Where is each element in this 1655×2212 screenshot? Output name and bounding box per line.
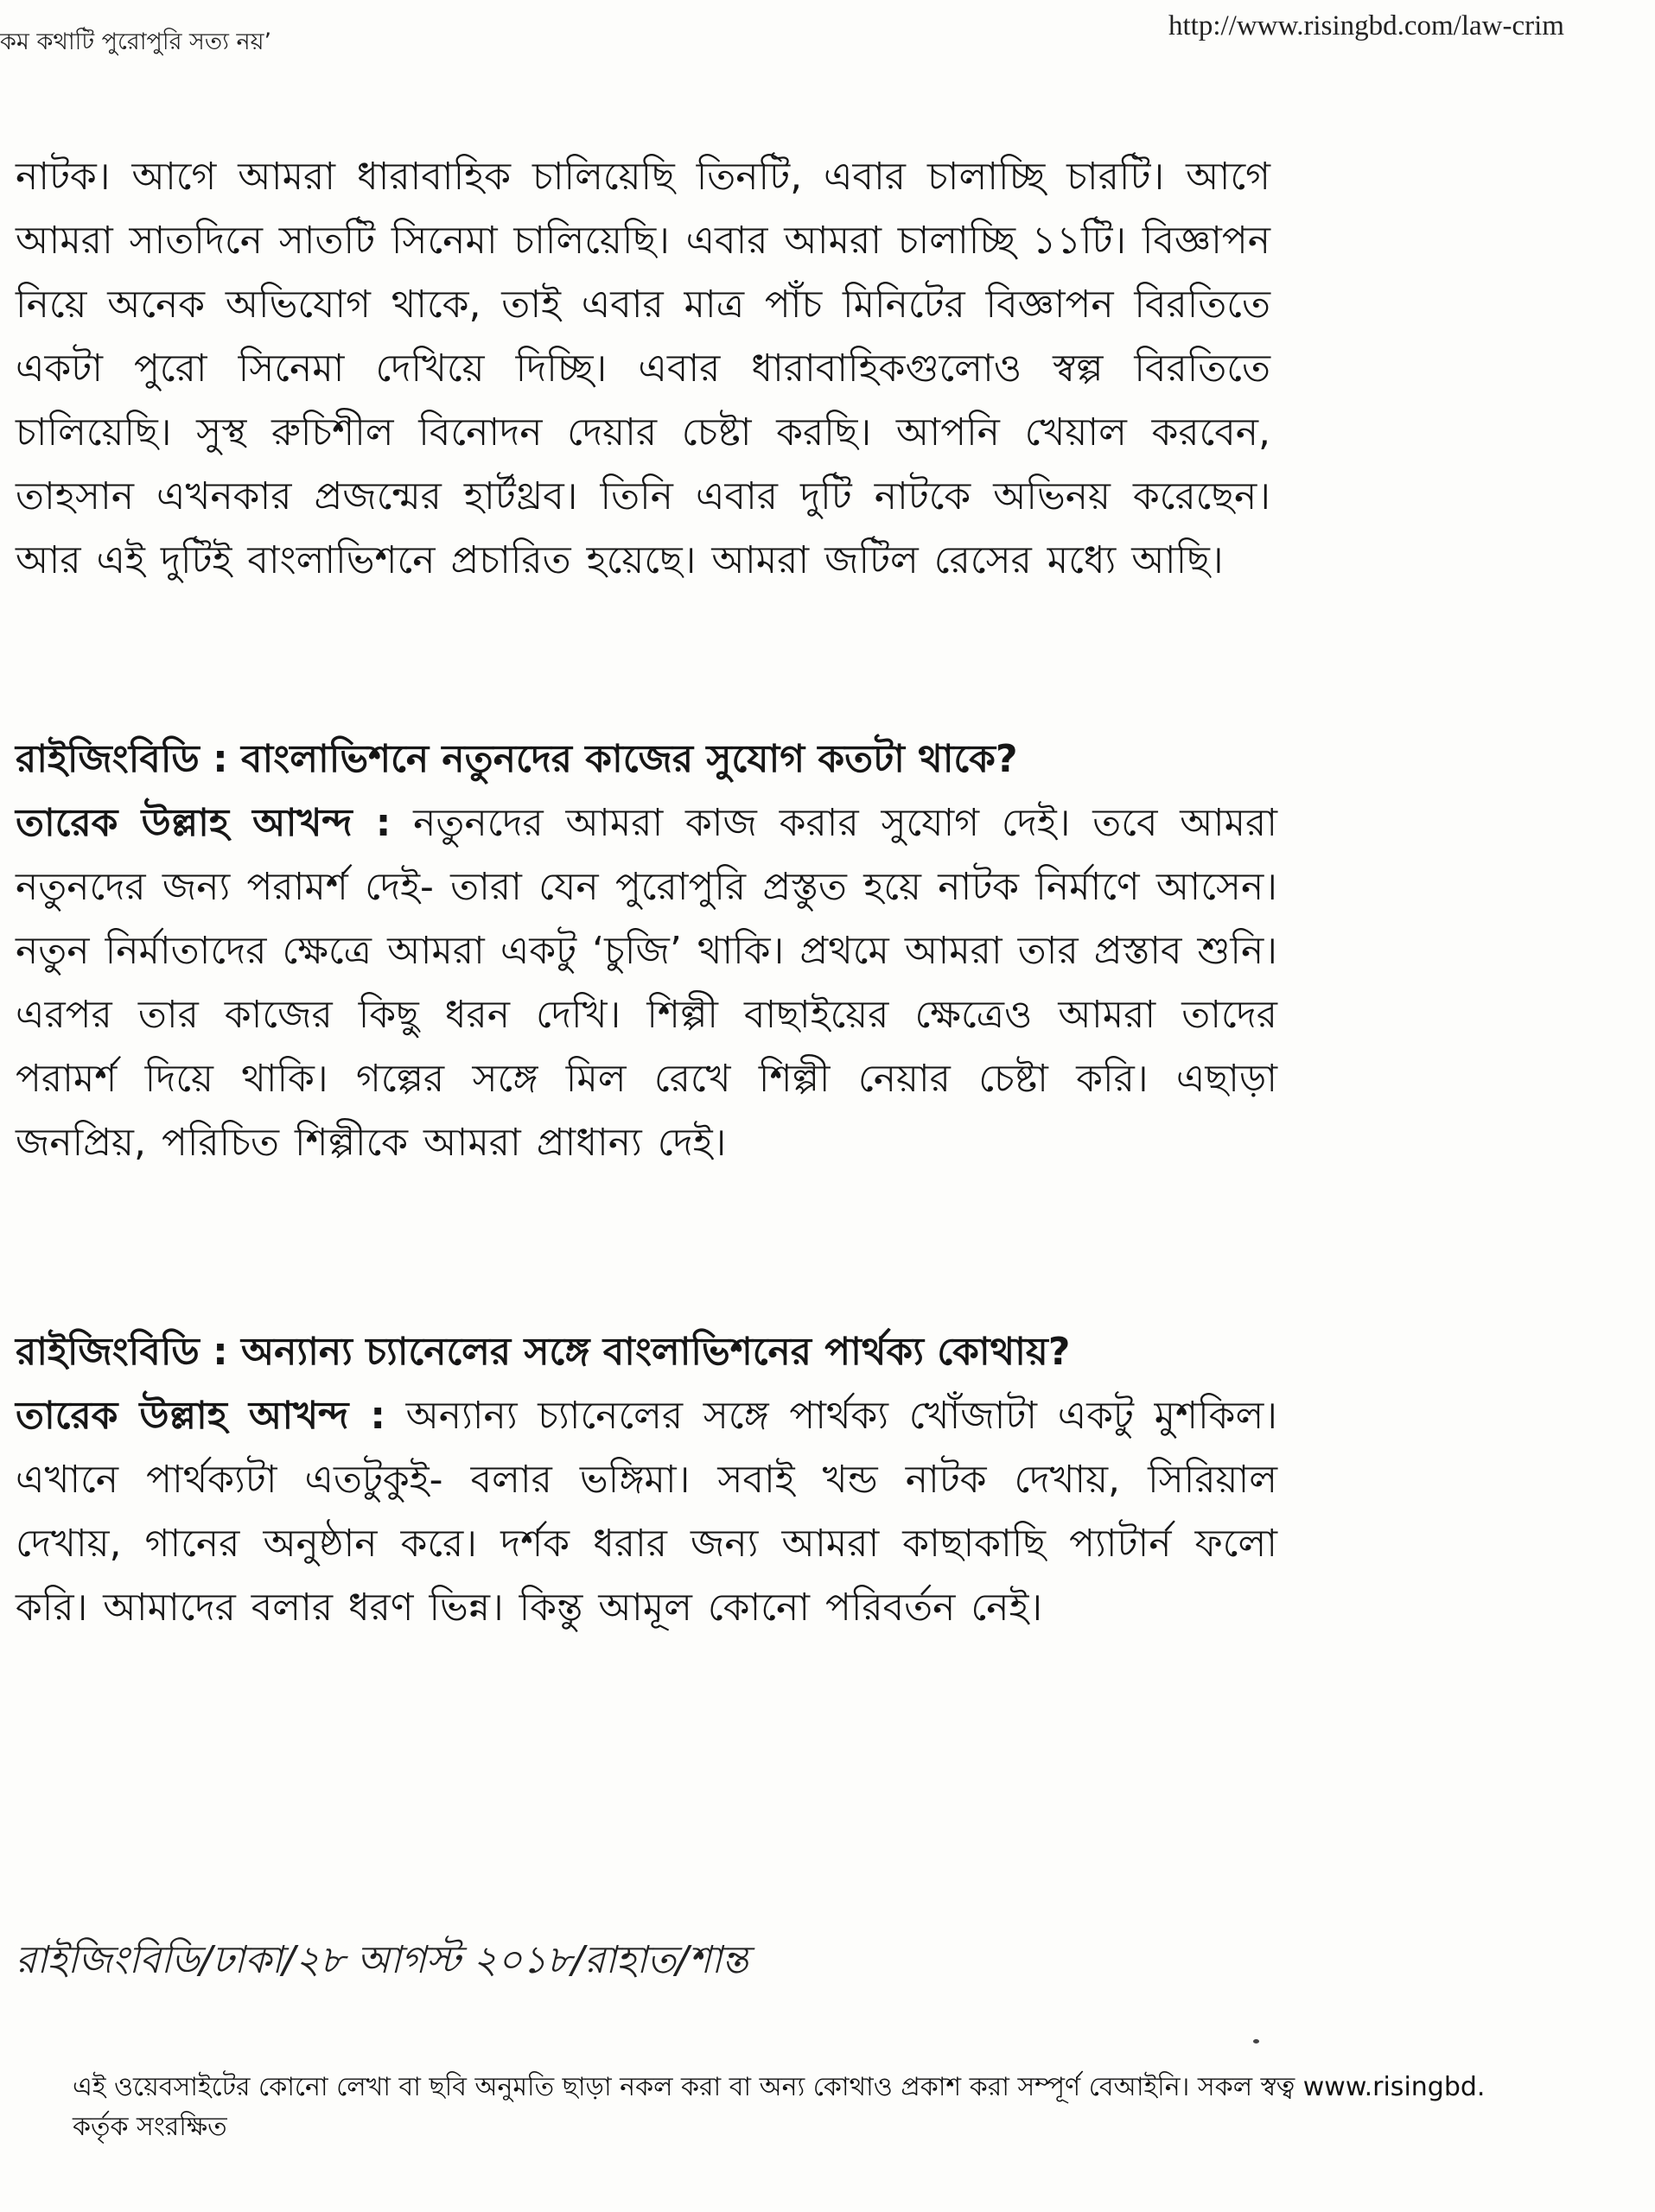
speaker-label: তারেক উল্লাহ আখন্দ : [16, 1394, 385, 1438]
question-heading: রাইজিংবিডি : বাংলাভিশনে নতুনদের কাজের সুযোগ কতটা থাকে? [16, 737, 1018, 781]
answer-paragraph [16, 1384, 1277, 1640]
question-heading: রাইজিংবিডি : অন্যান্য চ্যানেলের সঙ্গে বাংলাভিশনের পার্থক্য কোথায়? [16, 1330, 1071, 1374]
footer-line-2: কর্তৃক সংরক্ষিত [73, 2112, 227, 2142]
body-paragraph: নাটক। আগে আমরা ধারাবাহিক চালিয়েছি তিনটি, এবার চালাচ্ছি চারটি। আগে আমরা সাতদিনে সাতটি সিনেমা চালিয়েছি। এবার আমরা চালাচ্ছি ১১টি। বিজ্ঞাপন নিয়ে অনেক অভিযোগ থাকে, তাই এবার মাত্র পাঁচ মিনিটের বিজ্ঞাপন বিরতিতে একটা পুরো সিনেমা দেখিয়ে দিচ্ছি। এবার ধারাবাহিকগুলোও স্বল্প বিরতিতে চালিয়েছি। সুস্থ রুচিশীল বিনোদন দেয়ার চেষ্টা করছি। আপনি খেয়াল করবেন, তাহসান এখনকার প্রজন্মের হার্টথ্রব। তিনি এবার দুটি নাটকে অভিনয় করেছেন। আর এই দুটিই বাংলাভিশনে প্রচারিত হয়েছে। আমরা জটিল রেসের মধ্যে আছি। [16, 155, 1270, 582]
qa-block-2 [16, 1320, 1277, 1640]
answer-text: অন্যান্য চ্যানেলের সঙ্গে পার্থক্য খোঁজাটা একটু মুশকিল। এখানে পার্থক্যটা এতটুকুই- বলার ভঙ্গিমা। সবাই খন্ড নাটক দেখায়, সিরিয়াল দেখায়, গানের অনুষ্ঠান করে। দর্শক ধরার জন্য আমরা কাছাকাছি প্যাটার্ন ফলো করি। আমাদের বলার ধরণ ভিন্ন। কিন্তু আমূল কোনো পরিবর্তন নেই। [16, 1394, 1277, 1630]
answer-text: নতুনদের আমরা কাজ করার সুযোগ দেই। তবে আমরা নতুনদের জন্য পরামর্শ দেই- তারা যেন পুরোপুরি প্রস্তুত হয়ে নাটক নির্মাণে আসেন। নতুন নির্মাতাদের ক্ষেত্রে আমরা একটু ‘চুজি’ থাকি। প্রথমে আমরা তার প্রস্তাব শুনি। এরপর তার কাজের কিছু ধরন দেখি। শিল্পী বাছাইয়ের ক্ষেত্রেও আমরা তাদের পরামর্শ দিয়ে থাকি। গল্পের সঙ্গে মিল রেখে শিল্পী নেয়ার চেষ্টা করি। এছাড়া জনপ্রিয়, পরিচিত শিল্পীকে আমরা প্রাধান্য দেই। [16, 801, 1277, 1165]
qa-block-1 [16, 728, 1277, 1175]
header-url: http://www.risingbd.com/law-crim [1168, 10, 1564, 41]
copyright-footer [73, 2068, 1655, 2147]
header-title-fragment: কম কথাটি পুরোপুরি সত্য নয়’ [0, 29, 272, 55]
answer-paragraph [16, 791, 1277, 1175]
dateline: রাইজিংবিডি/ঢাকা/২৮ আগস্ট ২০১৮/রাহাত/শান্ত [16, 1938, 748, 1982]
speaker-label: তারেক উল্লাহ আখন্দ : [16, 801, 391, 845]
scan-speck [1253, 2039, 1259, 2044]
footer-line-1: এই ওয়েবসাইটের কোনো লেখা বা ছবি অনুমতি ছাড়া নকল করা বা অন্য কোথাও প্রকাশ করা সম্পূর্ণ বেআইনি। সকল স্বত্ব www.risingbd. [73, 2072, 1486, 2102]
